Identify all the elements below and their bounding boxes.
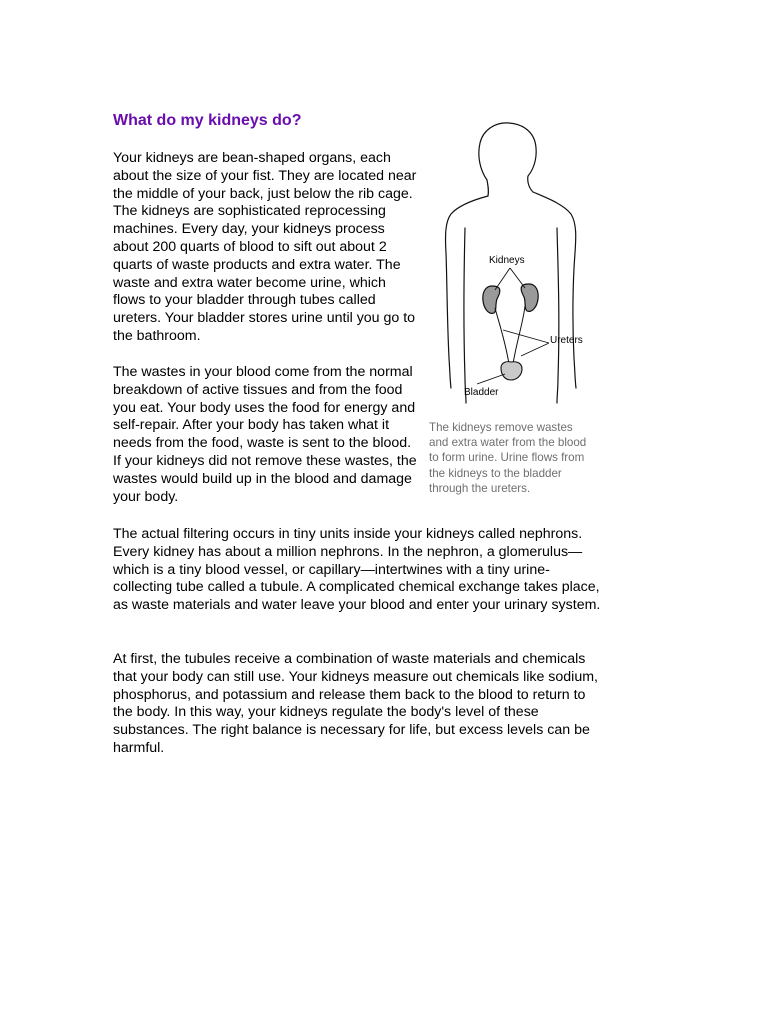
- figure-caption: The kidneys remove wastes and extra water from the blood to form urine. Urine flows from the kidneys to the bladder through the ureters.: [429, 421, 587, 495]
- figure-label-kidneys: Kidneys: [489, 255, 525, 266]
- bladder-shape: [501, 362, 522, 380]
- left-arm-outline: [446, 196, 488, 388]
- paragraph-tubule-balance: At first, the tubules receive a combination of waste materials and chemicals that your body can still use. Your kidneys measure out chemicals like sodium, phosphorus, and potassium and release them back to the blood to return to the body. In this way, your kidneys regulate the body's level of these substances. The right balance is necessary for life, but excess levels can be harmful.: [113, 651, 598, 756]
- paragraph-kidney-overview: Your kidneys are bean-shaped organs, each about the size of your fist. They are located near the middle of your back, just below the rib cage. The kidneys are sophisticated reprocessing machines. Every day, your kidneys process about 200 quarts of blood to sift out about 2 quarts of waste products and extra water. The waste and extra water become urine, which flows to your bladder through tubes called ureters. Your bladder stores urine until you go to the bathroom.: [113, 150, 417, 344]
- right-arm-outline: [533, 192, 576, 388]
- right-torso-outline: [557, 228, 559, 403]
- body-outline-drawing: [425, 118, 605, 418]
- paragraph-nephron-filtering: The actual filtering occurs in tiny units inside your kidneys called nephrons. Every kidney has about a million nephrons. In the nephron, a glomerulus—which is a tiny blood vessel, or capillary—intertwines with a tiny urine-collecting tube called a tubule. A complicated chemical exchange takes place, as waste materials and water leave your blood and enter your urinary system.: [113, 526, 601, 614]
- figure-label-bladder: Bladder: [464, 387, 499, 398]
- right-kidney: [521, 284, 538, 311]
- left-kidney: [483, 286, 500, 313]
- left-torso-outline: [464, 228, 466, 403]
- figure-label-ureters: Ureters: [550, 335, 583, 346]
- kidneys-shapes: [483, 284, 538, 313]
- page-title: What do my kidneys do?: [113, 112, 302, 129]
- neck-outline: [487, 180, 488, 196]
- paragraph-waste-sources: The wastes in your blood come from the normal breakdown of active tissues and from the food you eat. Your body uses the food for energy and self-repair. After your body has taken what it needs from the food, waste is sent to the blood. If your kidneys did not remove these wastes, the wastes would build up in the blood and damage your body.: [113, 364, 417, 505]
